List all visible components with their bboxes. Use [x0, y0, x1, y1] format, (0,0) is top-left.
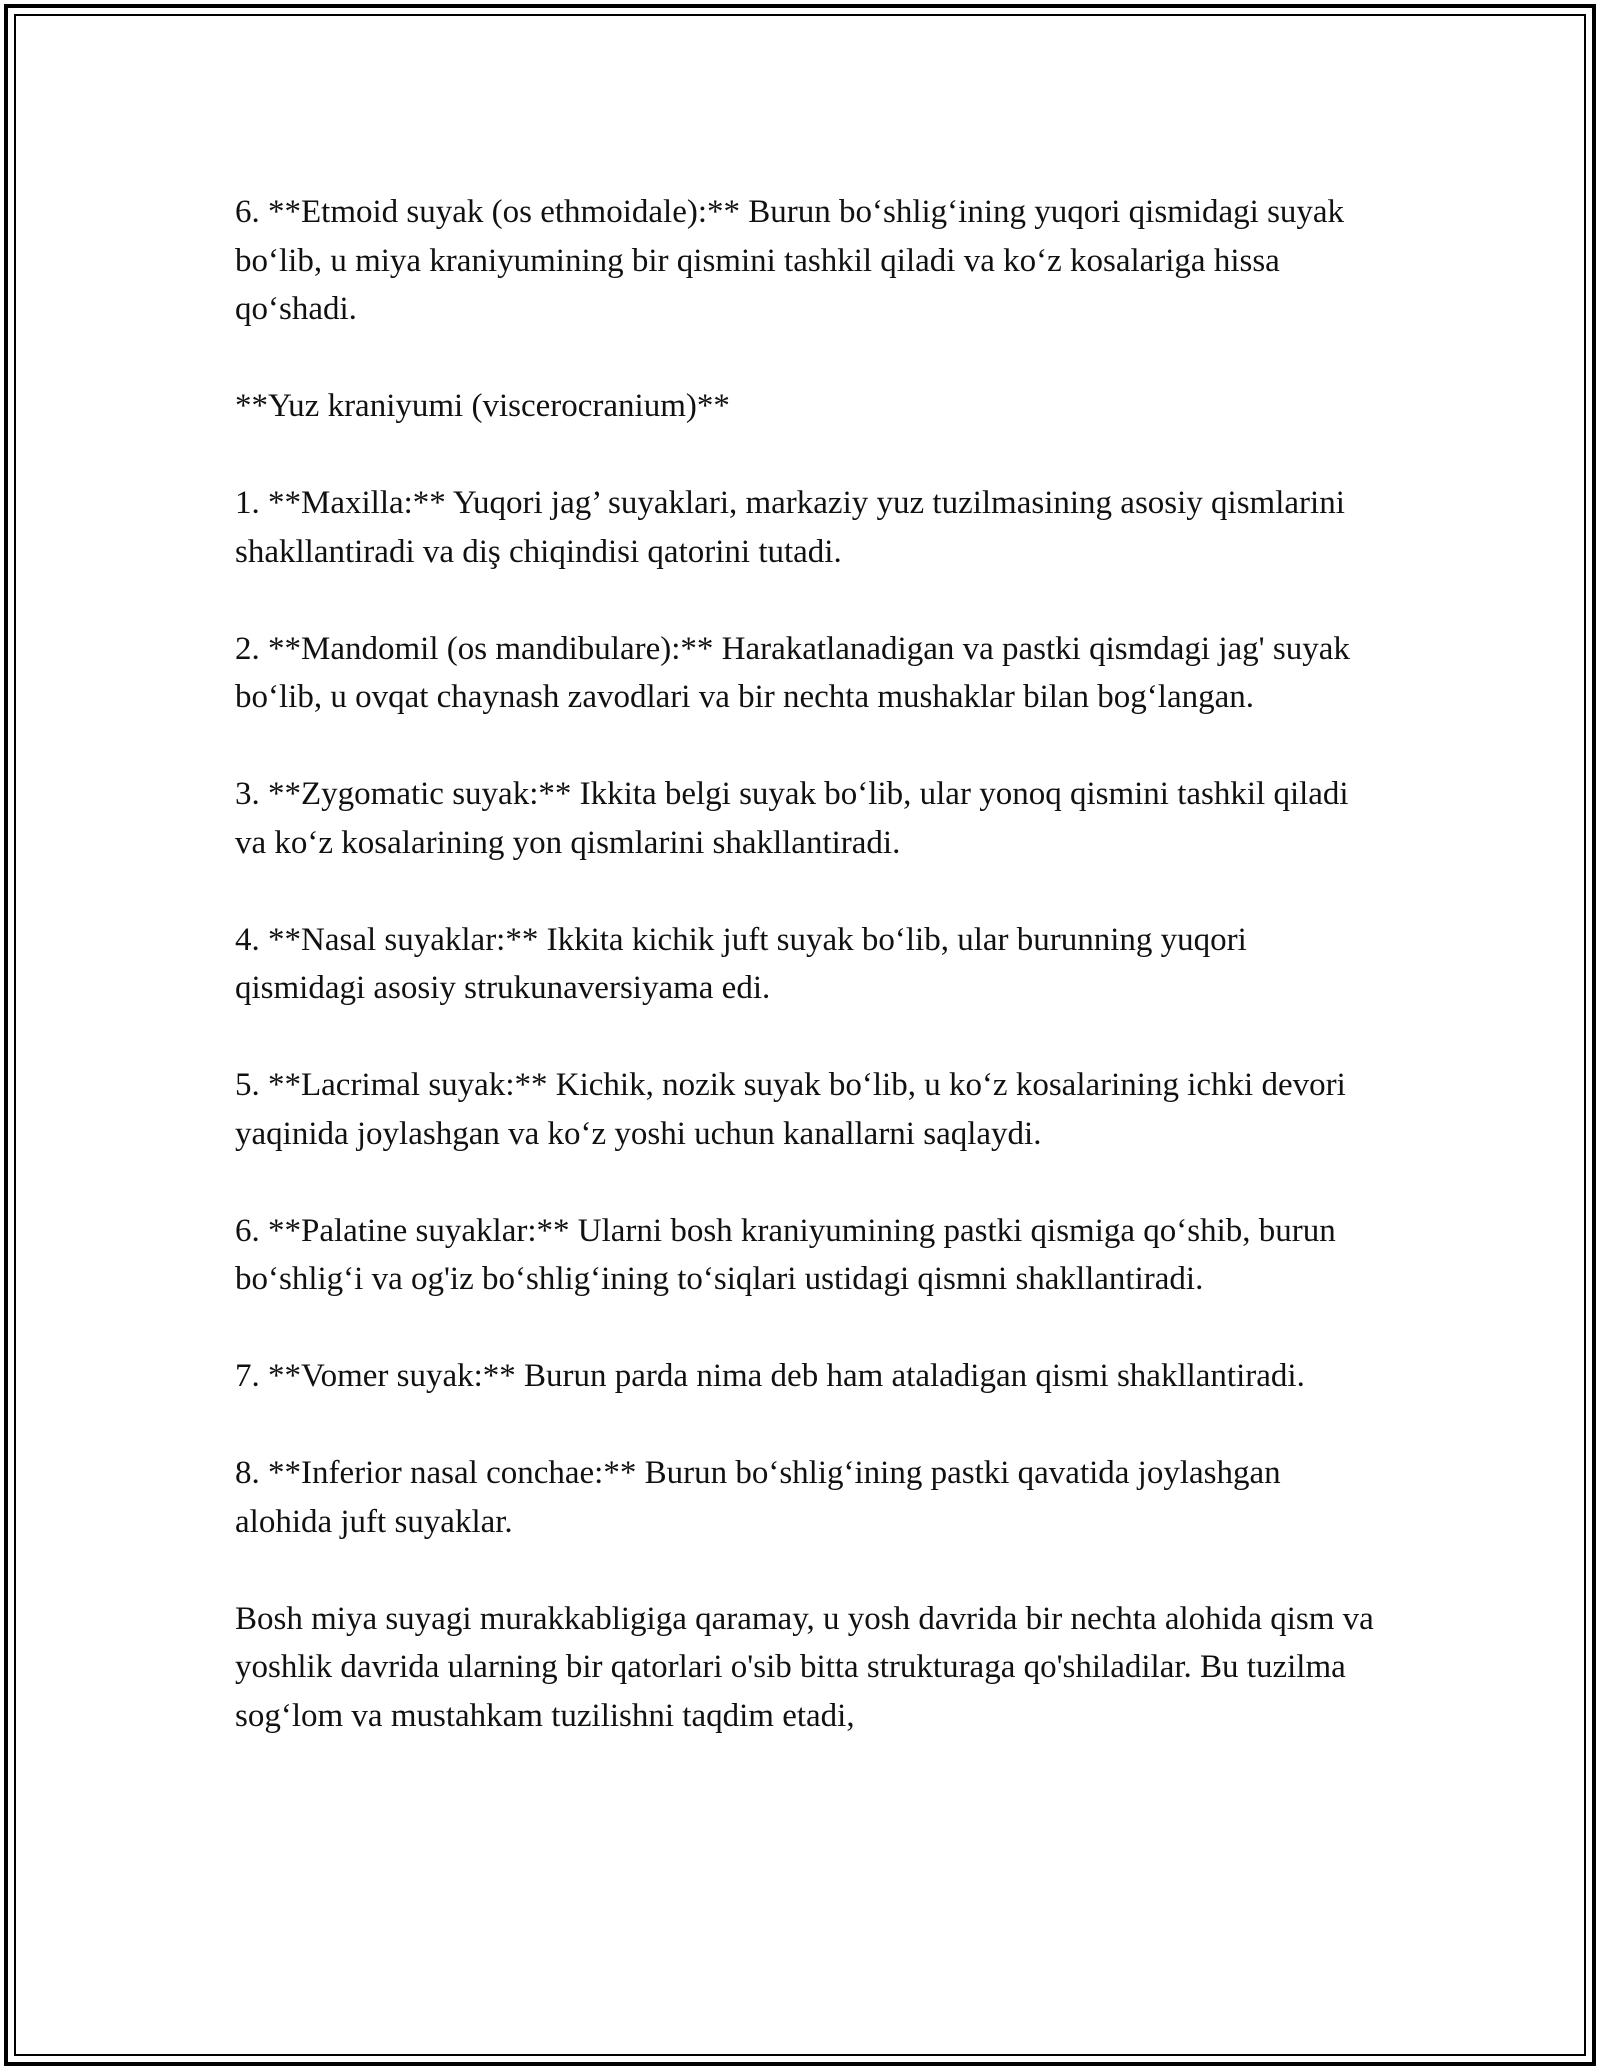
paragraph-conclusion: Bosh miya suyagi murakkabligiga qaramay, u yosh davrida bir nechta alohida qism va yoshlik davrida ularning bir qatorlari o'sib bitta strukturaga qo'shiladilar. Bu tuzilma sog‘lom va mustahkam tuzilishni taqdim etadi,	[235, 1600, 1374, 1734]
list-item-lacrimal: 5. **Lacrimal suyak:** Kichik, nozik suyak bo‘lib, u ko‘z kosalarining ichki devori yaqinida joylashgan va ko‘z yoshi uchun kanallarni saqlaydi.	[235, 1067, 1346, 1152]
document-body	[235, 188, 1385, 1740]
section-heading-yuz-kraniyumi: **Yuz kraniyumi (viscerocranium)**	[235, 388, 730, 424]
list-item-nasal: 4. **Nasal suyaklar:** Ikkita kichik juft suyak bo‘lib, ular burunning yuqori qismidagi asosiy strukunaversiyama edi.	[235, 921, 1247, 1006]
list-item-palatine: 6. **Palatine suyaklar:** Ularni bosh kraniyumining pastki qismiga qo‘shib, burun bo‘shlig‘i va og'iz bo‘shlig‘ining to‘siqlari ustidagi qismni shakllantiradi.	[235, 1212, 1336, 1297]
list-item-inferior-nasal-conchae: 8. **Inferior nasal conchae:** Burun bo‘shlig‘ining pastki qavatida joylashgan alohida juft suyaklar.	[235, 1455, 1281, 1540]
paragraph-etmoid-suyak: 6. **Etmoid suyak (os ethmoidale):** Burun bo‘shlig‘ining yuqori qismidagi suyak bo‘lib, u miya kraniyumining bir qismini tashkil qiladi va ko‘z kosalariga hissa qo‘shadi.	[235, 194, 1345, 327]
list-item-vomer: 7. **Vomer suyak:** Burun parda nima deb ham ataladigan qismi shakllantiradi.	[235, 1358, 1305, 1394]
list-item-mandomil: 2. **Mandomil (os mandibulare):** Harakatlanadigan va pastki qismdagi jag' suyak bo‘lib, u ovqat chaynash zavodlari va bir nechta mushaklar bilan bog‘langan.	[235, 630, 1350, 715]
list-item-maxilla: 1. **Maxilla:** Yuqori jag’ suyaklari, markaziy yuz tuzilmasining asosiy qismlarini shakllantiradi va diş chiqindisi qatorini tutadi.	[235, 485, 1345, 570]
list-item-zygomatic: 3. **Zygomatic suyak:** Ikkita belgi suyak bo‘lib, ular yonoq qismini tashkil qiladi va ko‘z kosalarining yon qismlarini shakllantiradi.	[235, 776, 1349, 861]
